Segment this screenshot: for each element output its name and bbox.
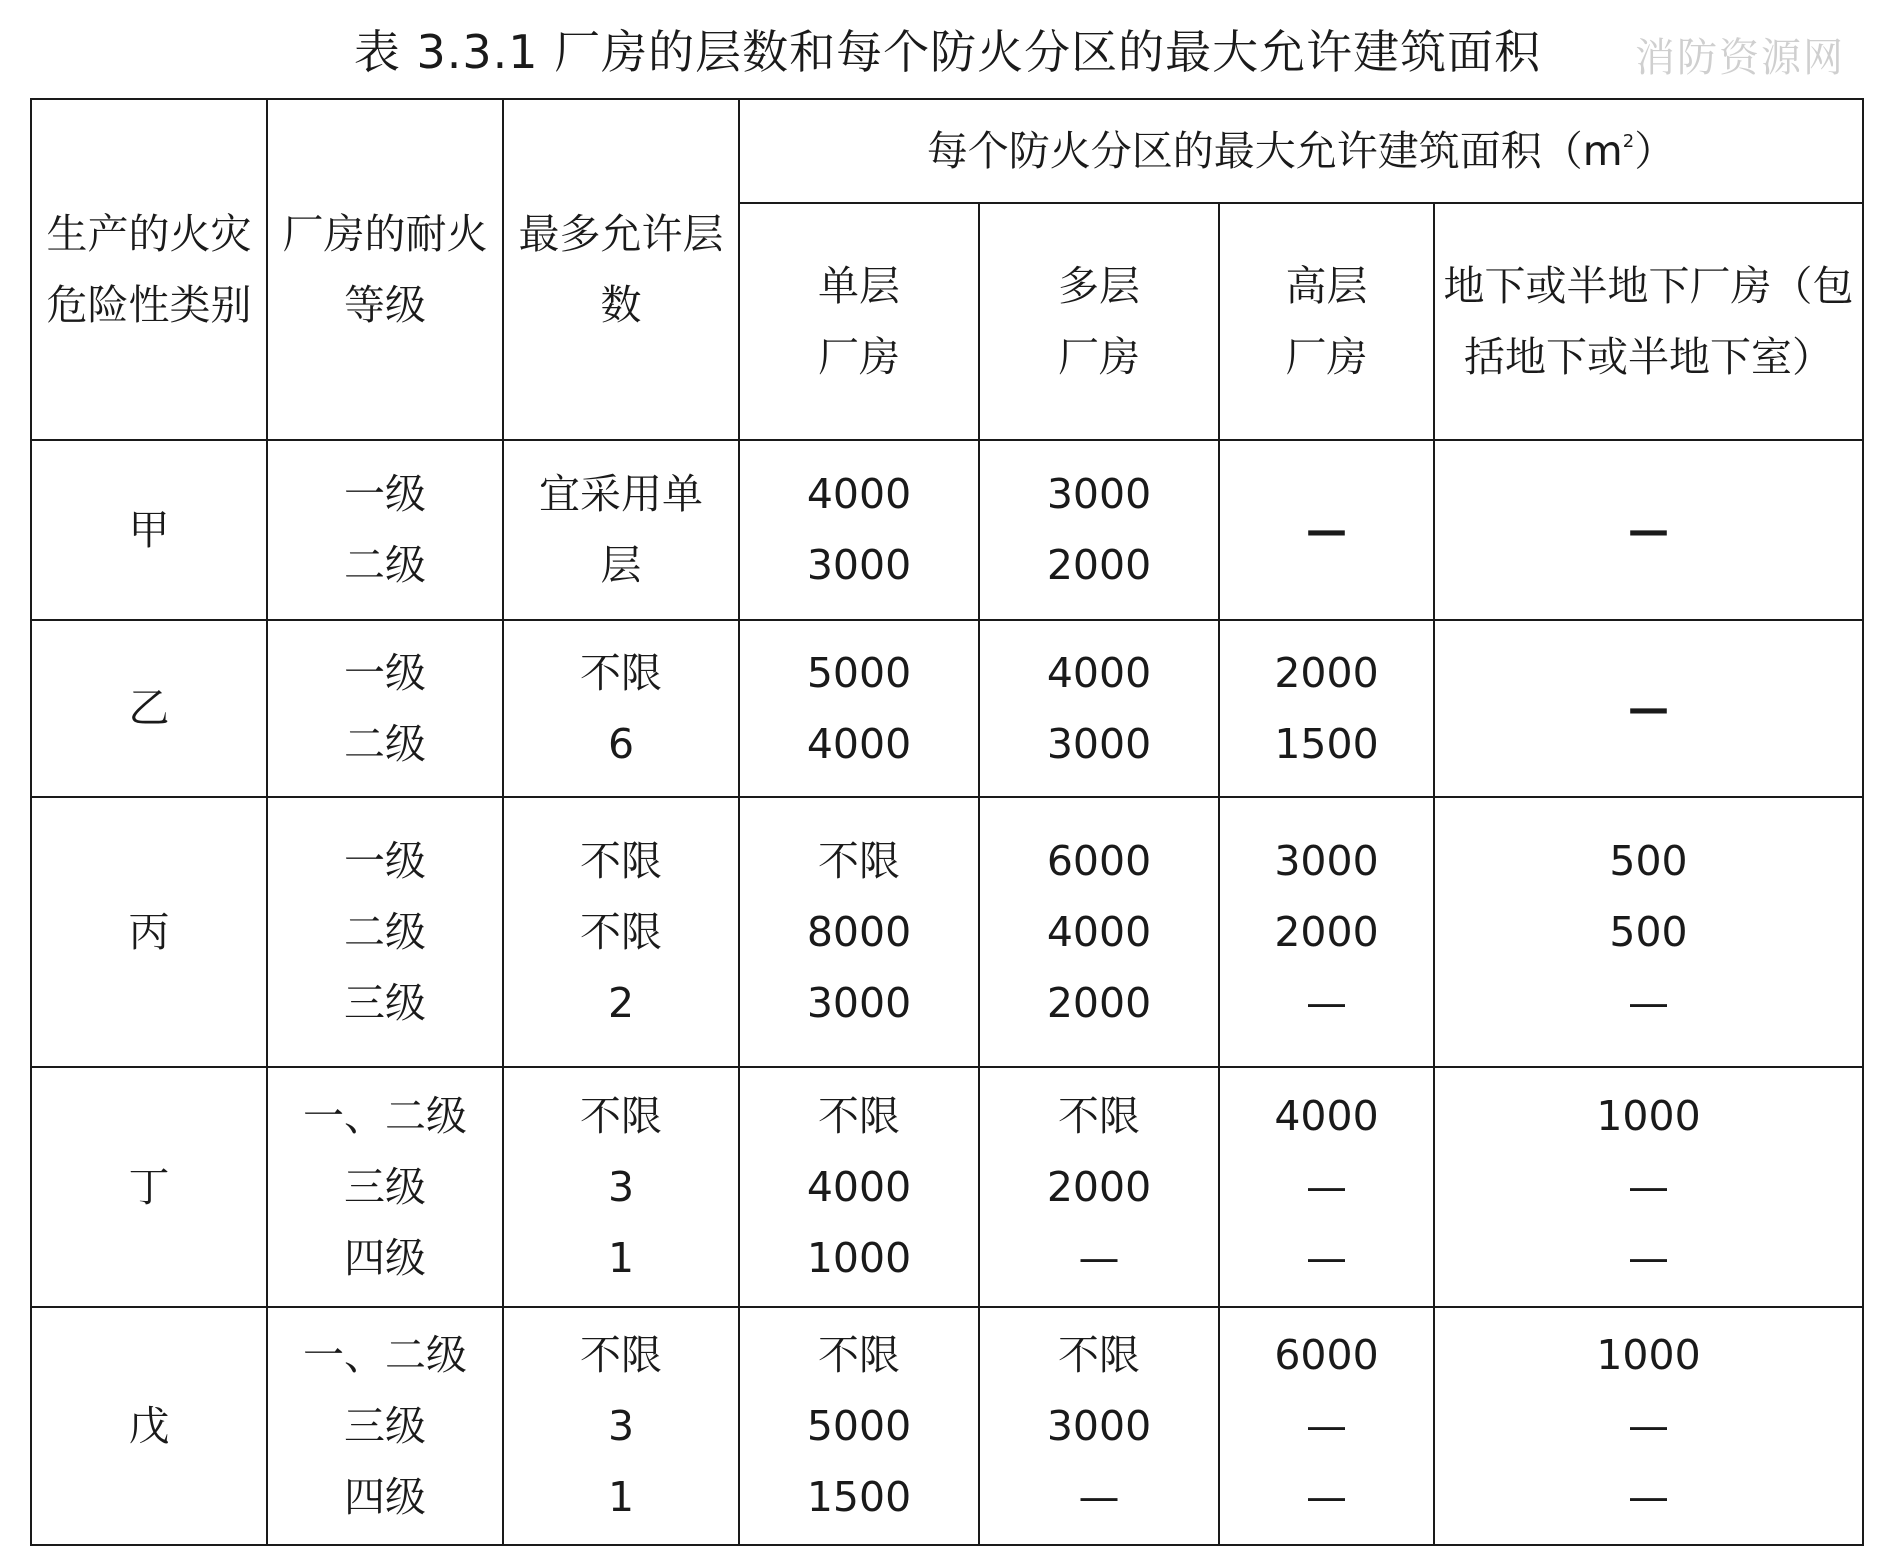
single-storey-area-cell — [739, 797, 979, 1067]
hazard-category-cell — [31, 797, 267, 1067]
single-storey-area-cell — [739, 1067, 979, 1307]
cell-value: 二级 — [344, 907, 426, 956]
cell-value: 4000 — [806, 1162, 912, 1211]
hazard-category-label: 乙 — [128, 684, 170, 732]
high-rise-area-cell — [1219, 620, 1434, 797]
hazard-category-cell — [31, 620, 267, 797]
multi-storey-area-cell — [979, 620, 1219, 797]
cell-value: 1 — [607, 1472, 635, 1521]
cell-value: 4000 — [1274, 1091, 1379, 1140]
table-row — [31, 797, 1863, 1067]
cell-value: — — [1306, 978, 1347, 1027]
cell-value: 5000 — [806, 1401, 912, 1450]
cell-value: 不限 — [580, 1091, 662, 1140]
cell-value: 二级 — [344, 719, 426, 768]
cell-value: 不限 — [580, 1330, 662, 1379]
cell-value: — — [1306, 505, 1347, 554]
cell-value: 不限 — [818, 1330, 900, 1379]
max-floors-cell — [503, 1307, 739, 1545]
cell-value: — — [1628, 1162, 1669, 1211]
cell-value: 1000 — [1596, 1330, 1701, 1379]
underground-area-cell — [1434, 440, 1863, 620]
header-area-group-text: 每个防火分区的最大允许建筑面积（m — [926, 126, 1623, 175]
cell-value: — — [1306, 1401, 1347, 1450]
cell-value: — — [1628, 1233, 1669, 1282]
cell-value: — — [1628, 684, 1669, 732]
cell-value: 三级 — [344, 1162, 426, 1211]
fire-resistance-cell — [267, 797, 503, 1067]
cell-value: 3000 — [1046, 719, 1152, 768]
cell-value: 层 — [600, 541, 642, 589]
cell-value: 500 — [1609, 836, 1688, 885]
header-high-rise: 高层 厂房 — [1219, 203, 1434, 440]
cell-value: 3 — [607, 1401, 635, 1450]
cell-value: 4000 — [806, 470, 912, 518]
cell-value: — — [1628, 1472, 1669, 1521]
cell-value: 4000 — [1046, 907, 1152, 956]
table-row — [31, 1307, 1863, 1545]
cell-value: 2000 — [1274, 907, 1379, 956]
cell-value: — — [1628, 505, 1669, 554]
hazard-category-label: 甲 — [128, 505, 170, 554]
table-caption: 表 3.3.1 厂房的层数和每个防火分区的最大允许建筑面积 — [353, 25, 1542, 79]
hazard-category-label: 丁 — [128, 1162, 170, 1211]
cell-value: 2000 — [1046, 1162, 1152, 1211]
table-row — [31, 620, 1863, 797]
cell-value: — — [1306, 1233, 1347, 1282]
max-floors-cell — [503, 797, 739, 1067]
cell-value: 6000 — [1274, 1330, 1379, 1379]
cell-value: 6000 — [1046, 836, 1152, 885]
cell-value: 3 — [607, 1162, 635, 1211]
cell-value: 3000 — [806, 978, 912, 1027]
cell-value: 4000 — [806, 719, 912, 768]
cell-value: 四级 — [344, 1472, 426, 1521]
cell-value: 不限 — [1058, 1091, 1140, 1140]
multi-storey-area-cell — [979, 1067, 1219, 1307]
cell-value: 一级 — [344, 648, 426, 697]
high-rise-area-cell — [1219, 1307, 1434, 1545]
cell-value: — — [1078, 1472, 1120, 1521]
table-row — [31, 1067, 1863, 1307]
hazard-category-cell — [31, 1307, 267, 1545]
table-row — [31, 440, 1863, 620]
hazard-category-cell — [31, 1067, 267, 1307]
single-storey-area-cell — [739, 620, 979, 797]
cell-value: 2000 — [1274, 648, 1379, 697]
cell-value: — — [1628, 978, 1669, 1027]
cell-value: 3000 — [806, 541, 912, 589]
fire-resistance-cell — [267, 1307, 503, 1545]
header-underground: 地下或半地下厂房（包括地下或半地下室） — [1434, 203, 1863, 440]
cell-value: 1000 — [1596, 1091, 1701, 1140]
cell-value: 2000 — [1046, 978, 1152, 1027]
cell-value: 不限 — [580, 836, 662, 885]
header-area-group-close: ） — [1634, 126, 1676, 175]
max-floors-cell — [503, 1067, 739, 1307]
cell-value: 宜采用单 — [539, 470, 703, 518]
fire-resistance-cell — [267, 440, 503, 620]
header-fire-resistance: 厂房的耐火等级 — [267, 99, 503, 440]
cell-value: 四级 — [344, 1233, 426, 1282]
cell-value: 三级 — [344, 978, 426, 1027]
cell-value: 4000 — [1046, 648, 1152, 697]
cell-value: — — [1628, 1401, 1669, 1450]
fire-resistance-cell — [267, 620, 503, 797]
max-floors-cell — [503, 620, 739, 797]
underground-area-cell — [1434, 1307, 1863, 1545]
cell-value: 1 — [607, 1233, 635, 1282]
cell-value: — — [1306, 1472, 1347, 1521]
high-rise-area-cell — [1219, 440, 1434, 620]
cell-value: 一级 — [344, 836, 426, 885]
cell-value: 1000 — [806, 1233, 912, 1282]
cell-value: 2 — [607, 978, 635, 1027]
cell-value: 一、二级 — [303, 1091, 467, 1140]
underground-area-cell — [1434, 797, 1863, 1067]
multi-storey-area-cell — [979, 440, 1219, 620]
cell-value: 8000 — [806, 907, 912, 956]
cell-value: 二级 — [344, 541, 426, 589]
cell-value: 不限 — [1058, 1330, 1140, 1379]
underground-area-cell — [1434, 620, 1863, 797]
multi-storey-area-cell — [979, 1307, 1219, 1545]
high-rise-area-cell — [1219, 1067, 1434, 1307]
cell-value: 5000 — [806, 648, 912, 697]
cell-value: 不限 — [818, 836, 900, 885]
cell-value: 6 — [607, 719, 635, 768]
header-single-storey: 单层 厂房 — [739, 203, 979, 440]
cell-value: 500 — [1609, 907, 1688, 956]
header-row-1 — [31, 99, 1863, 203]
single-storey-area-cell — [739, 1307, 979, 1545]
hazard-category-label: 丙 — [128, 907, 170, 956]
cell-value: 3000 — [1046, 470, 1152, 518]
cell-value: 三级 — [344, 1401, 426, 1450]
cell-value: 3000 — [1046, 1401, 1152, 1450]
cell-value: 不限 — [818, 1091, 900, 1140]
cell-value: 2000 — [1046, 541, 1152, 589]
cell-value: — — [1078, 1233, 1120, 1282]
header-max-floors: 最多允许层数 — [503, 99, 739, 440]
underground-area-cell — [1434, 1067, 1863, 1307]
hazard-category-cell — [31, 440, 267, 620]
fire-compartment-table — [30, 98, 1864, 1546]
cell-value: 一、二级 — [303, 1330, 467, 1379]
single-storey-area-cell — [739, 440, 979, 620]
header-hazard-category: 生产的火灾危险性类别 — [31, 99, 267, 440]
fire-resistance-cell — [267, 1067, 503, 1307]
cell-value: 不限 — [580, 907, 662, 956]
cell-value: 一级 — [344, 470, 426, 518]
cell-value: 1500 — [806, 1472, 912, 1521]
max-floors-cell — [503, 440, 739, 620]
header-multi-storey: 多层 厂房 — [979, 203, 1219, 440]
cell-value: 不限 — [580, 648, 662, 697]
cell-value: — — [1306, 1162, 1347, 1211]
multi-storey-area-cell — [979, 797, 1219, 1067]
cell-value: 3000 — [1274, 836, 1379, 885]
hazard-category-label: 戊 — [128, 1401, 170, 1450]
high-rise-area-cell — [1219, 797, 1434, 1067]
header-area-unit-sup: 2 — [1622, 130, 1635, 152]
cell-value: 1500 — [1274, 719, 1379, 768]
header-area-group — [739, 99, 1863, 203]
watermark: 消防资源网 — [1635, 35, 1845, 81]
